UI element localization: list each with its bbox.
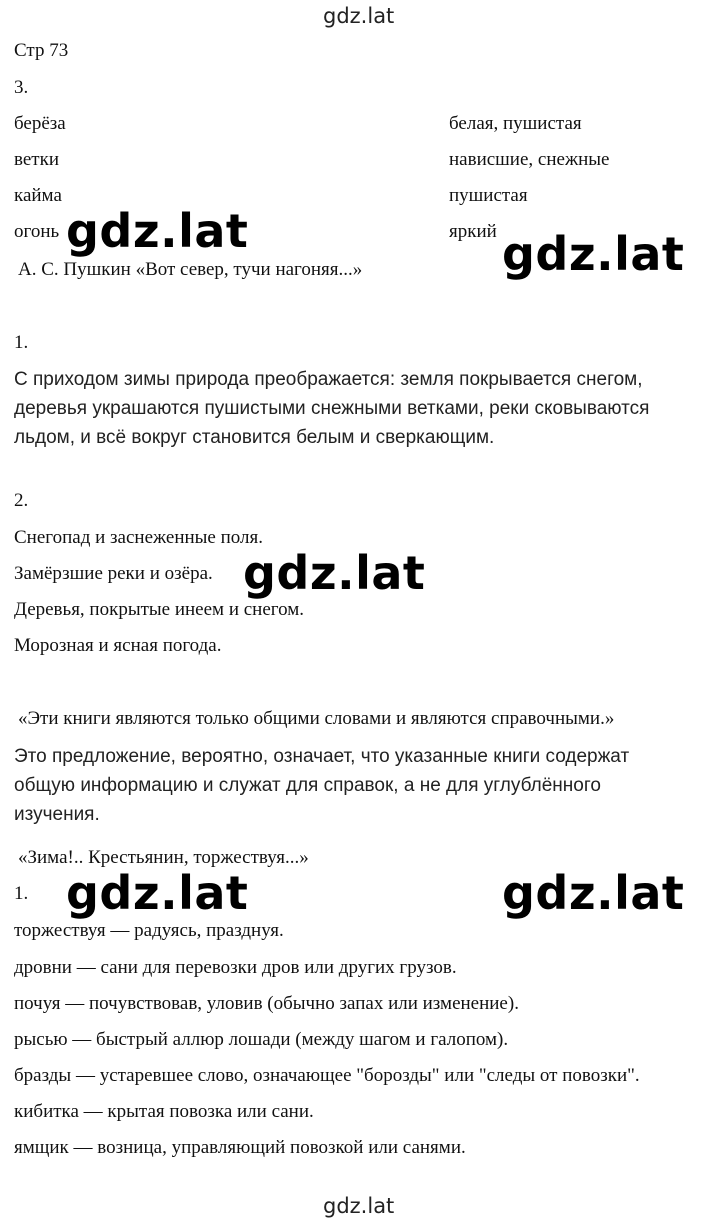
glossary-entry: дровни — сани для перевозки дров или других грузов.	[14, 957, 457, 978]
noun: огонь	[14, 221, 60, 242]
answer-line: Замёрзшие реки и озёра.	[14, 563, 213, 584]
answer-line: Деревья, покрытые инеем и снегом.	[14, 599, 305, 620]
book-quote: «Эти книги являются только общими словами и являются справочными.»	[18, 708, 615, 729]
glossary-entry: торжествуя — радуясь, празднуя.	[14, 920, 284, 941]
question-number: 1.	[14, 332, 29, 353]
watermark: gdz.lat	[66, 866, 249, 920]
site-header[interactable]: gdz.lat	[323, 4, 395, 28]
answer-paragraph: С приходом зимы природа преображается: земля покрывается снегом, деревья украшаются пушистыми снежными ветками, реки сковываются льдом, и всё вокруг становится белым и сверкающим.	[14, 369, 650, 448]
adjectives: пушистая	[449, 185, 528, 206]
site-footer[interactable]: gdz.lat	[323, 1194, 395, 1218]
noun: берёза	[14, 113, 66, 134]
watermark: gdz.lat	[502, 866, 685, 920]
adjectives: белая, пушистая	[449, 113, 582, 134]
task-number: 3.	[14, 77, 29, 98]
question-number: 2.	[14, 490, 29, 511]
glossary-entry: почуя — почувствовав, уловив (обычно запах или изменение).	[14, 993, 519, 1014]
answer-line: Снегопад и заснеженные поля.	[14, 527, 263, 548]
noun: ветки	[14, 149, 59, 170]
adjectives: яркий	[449, 221, 497, 242]
poem-title: «Зима!.. Крестьянин, торжествуя...»	[18, 847, 309, 868]
question-number: 1.	[14, 883, 29, 904]
page-label: Стр 73	[14, 40, 69, 61]
watermark: gdz.lat	[243, 546, 426, 600]
noun: кайма	[14, 185, 62, 206]
glossary-entry: кибитка — крытая повозка или сани.	[14, 1101, 314, 1122]
poem-title: А. С. Пушкин «Вот север, тучи нагоняя...»	[18, 259, 363, 280]
watermark: gdz.lat	[502, 227, 685, 281]
glossary-entry: рысью — быстрый аллюр лошади (между шагом и галопом).	[14, 1029, 509, 1050]
book-explanation: Это предложение, вероятно, означает, что указанные книги содержат общую информацию и служат для справок, а не для углублённого изучения.	[14, 746, 630, 825]
glossary-entry: ямщик — возница, управляющий повозкой или санями.	[14, 1137, 466, 1158]
glossary-entry: бразды — устаревшее слово, означающее "борозды" или "следы от повозки".	[14, 1065, 640, 1086]
watermark: gdz.lat	[66, 204, 249, 258]
answer-line: Морозная и ясная погода.	[14, 635, 222, 656]
adjectives: нависшие, снежные	[449, 149, 610, 170]
